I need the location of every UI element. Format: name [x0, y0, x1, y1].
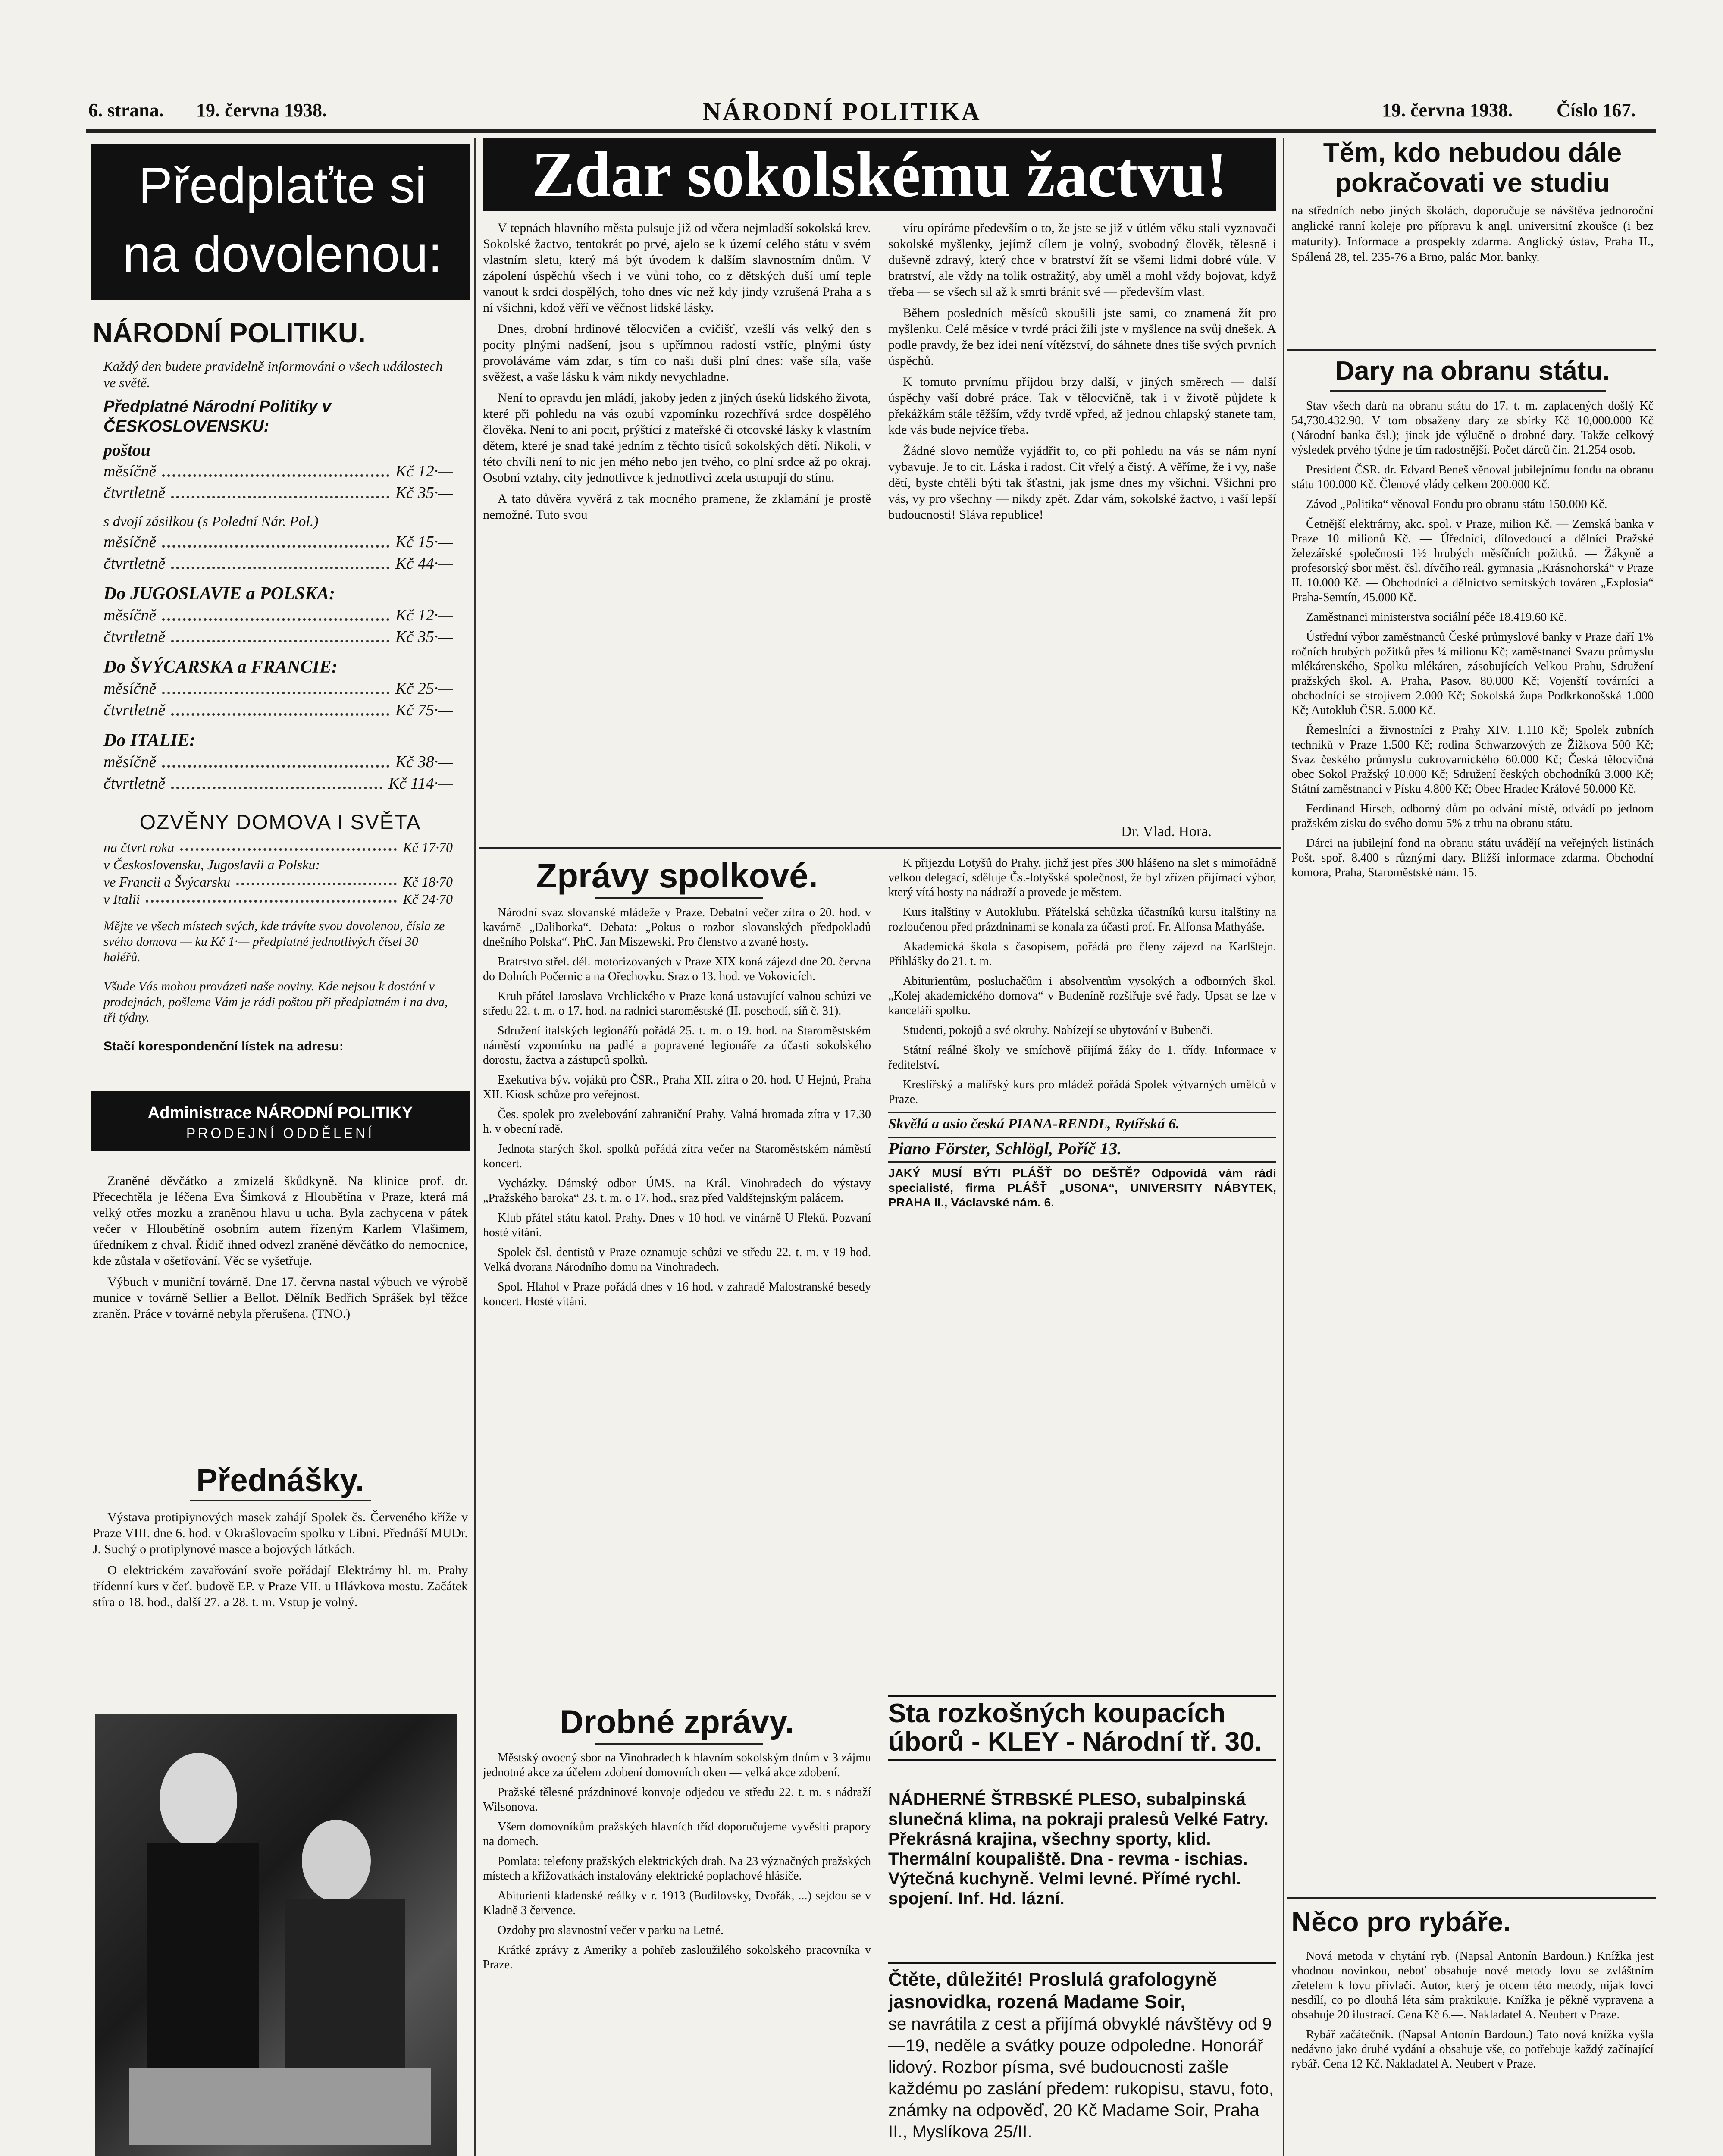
price-term: čtvrtletně: [103, 555, 166, 573]
news-item: Kreslířský a malířský kurs pro mládež pořádá Spolek výtvarných umělců v Praze.: [888, 1078, 1276, 1106]
news-item: Akademická škola s časopisem, pořádá pro členy zájezd na Karlštejn. Přihlášky do 21. t. m.: [888, 940, 1276, 968]
article-paragraph: Během posledních měsíců skoušili jste sami, co znamená žít pro myšlenku. Celé měsíce v tvrdé práci žili jste v myšlence na svůj dnešek. A podle pravdy, že bez idei není vítězství, do sáhnete dnes tiše svých prvních úspěchů.: [888, 306, 1276, 368]
title-underline: [595, 1743, 763, 1745]
price-row: [103, 890, 453, 908]
price-row: [103, 461, 453, 482]
price-row: [103, 626, 453, 648]
price-term: měsíčně: [103, 533, 157, 551]
news-item: President ČSR. dr. Edvard Beneš věnoval jubilejnímu fondu na obranu státu 100.000 Kč. Členové vlády celkem 200.000 Kč.: [1291, 463, 1654, 491]
price-row: [103, 531, 453, 553]
ozveny-title: OZVĚNY DOMOVA I SVĚTA: [139, 811, 421, 834]
subscription-note-1: Mějte ve všech místech svých, kde trávíte svou dovolenou, čísla ze svého domova — ku Kč 1·— předplatné jednotlivých čísel 30 haléřů.: [103, 919, 445, 964]
price-term: měsíčně: [103, 606, 157, 624]
subscription-price-head: Předplatné Národní Politiky v ČESKOSLOVENSKU:: [103, 398, 331, 436]
administration-title: Administrace NÁRODNÍ POLITIKY: [147, 1104, 413, 1122]
article-signature: Dr. Vlad. Hora.: [1121, 824, 1212, 840]
price-row: [103, 856, 453, 873]
news-item: Ozdoby pro slavnostní večer v parku na Letné.: [498, 1924, 724, 1937]
news-item: Nová metoda v chytání ryb. (Napsal Antonín Bardoun.) Knížka jest vhodnou novinkou, neboť obsahuje nové metody lovu se zvláštním zřetelem k lovu přívlačí. Autor, který je otcem této metody, nijak lovci nesdílí, co po dlouhá léta sám praktikuje. Knížka je pěkně vypravena a obsahuje 20 ilustrací. Cena Kč 6.—. Nakladatel A. Neubert v Praze.: [1291, 1949, 1654, 2021]
administration-subtitle: PRODEJNÍ ODDĚLENÍ: [186, 1125, 375, 1141]
news-item: Stav všech darů na obranu státu do 17. t. m. zaplacených došlý Kč 54,730.432.90. V tom obsaženy dary ze sbírky Kč 10,000.000 Kč (Národní banka čsl.); jinak jde výlučně o drobné dary. Takže celkový výsledek prvého týdne je tím radostnější. Počet dárců čin. 21.254 osob.: [1291, 399, 1654, 457]
news-item: O elektrickém zavařování svoře pořádají Elektrárny hl. m. Prahy třídenní kurs v čeť. budově EP. v Praze VII. u Hlávkova mostu. Začátek stíra o 18. hod., další 27. a 28. t. m. Vstup je volný.: [93, 1563, 468, 1609]
ozveny-prices: [103, 839, 453, 908]
news-item: Kurs italštiny v Autoklubu. Přátelská schůzka účastníků kursu italštiny na rozloučenou před prázdninami se konala za účasti prof. Fr. Alfonsa Mathyáše.: [888, 906, 1276, 934]
subscription-paper: NÁRODNÍ POLITIKU.: [93, 317, 366, 348]
ad-madame-body: se navrátila z cest a přijímá obvyklé návštěvy od 9—19, neděle a svátky pouze odpoledne. Honorář lidový. Rozbor písma, své budoucnosti zašle každému po zaslání předem: rukopisu, stavu, foto, známky na odpověď, 20 Kč Madame Soir, Praha II., Myslíkova 25/II.: [888, 2015, 1274, 2141]
news-item: Všem domovníkům pražských hlavních tříd doporučujeme vyvěsiti prapory na domech.: [483, 1820, 871, 1848]
price-term: v Italii: [103, 891, 140, 907]
news-item: Rybář začátečník. (Napsal Antonín Bardoun.) Tato nová knížka vyšla nedávno jako druhé vydání a obsahuje vše, co potřebuje každý začínající rybář. Cena 12 Kč. Nakladatel A. Neubert v Praze.: [1291, 2028, 1654, 2071]
price-value: Kč 15·—: [395, 533, 453, 551]
price-term: čtvrtletně: [103, 484, 166, 502]
tem-title: Těm, kdo nebudou dále pokračovati ve studiu: [1323, 138, 1622, 198]
subscription-title-1: Předplaťte si: [138, 157, 426, 214]
issue-number: Číslo 167.: [1557, 100, 1636, 121]
price-group: [103, 583, 453, 648]
news-item: Výbuch v muniční továrně. Dne 17. června nastal výbuch ve výrobě munice v továrně Sellier a Bellot. Dělník Bedřich Sprášek byl těžce zraněn. Práce v továrně nebyla přerušena. (TNO.): [93, 1275, 468, 1321]
header-date-right: 19. června 1938.: [1382, 100, 1513, 121]
main-headline: Zdar sokolskému žactvu!: [483, 138, 1276, 211]
news-item: Krátké zprávy z Ameriky a pohřeb zasloužilého sokolského pracovníka v Praze.: [483, 1943, 871, 1971]
news-item: Klub přátel státu katol. Prahy. Dnes v 10 hod. ve vinárně U Fleků. Pozvaní hosté vítáni.: [483, 1211, 871, 1239]
zpravy-col-2: [888, 856, 1276, 1684]
price-group: [103, 512, 453, 574]
price-value: Kč 17·70: [403, 840, 453, 855]
price-group-label: poštou: [103, 440, 150, 460]
price-value: Kč 114·—: [388, 774, 453, 793]
price-value: Kč 35·—: [395, 628, 453, 646]
news-item: K přijezdu Lotyšů do Prahy, jichž jest přes 300 hlášeno na slet s mimořádně velkou delegací, sděluje Čs.-lotyšská společnost, že byl zřízen přijímací výbor, který vítá hosty na nádraží a provede je městem.: [888, 856, 1276, 899]
article-paragraph: K tomuto prvnímu příjdou brzy další, v jiných směrech — další úspěchy vaší dobré práce. Tak v tělocvičně, tak i v životě půjdete k překážkám stále těžším, vždy tvrdě vpřed, až jednou chlapský stanete tam, kde vás bude nejvíce třeba.: [888, 375, 1276, 437]
price-value: Kč 12·—: [395, 606, 453, 624]
column-divider: [474, 138, 476, 2156]
news-item: Sdružení italských legionářů pořádá 25. t. m. o 19. hod. na Staroměstském náměstí vzpomínku na padlé a popravené legionáře za účasti sokolského dorostu, žactva a zástupců spolků.: [483, 1024, 871, 1067]
ad-tatry: NÁDHERNÉ ŠTRBSKÉ PLESO, subalpinská slunečná klima, na pokraji pralesů Velké Fatry. Překrásná krajina, všechny sporty, klid. Thermální koupaliště. Dna - revma - ischias. Výtečná kuchyně. Velmi levné. Přímé rychl. spojení. Inf. Hd. lázní.: [888, 1790, 1269, 1908]
price-row: [103, 699, 453, 721]
dary-title: Dary na obranu státu.: [1335, 356, 1610, 386]
price-value: Kč 44·—: [395, 555, 453, 573]
price-group-label: Do JUGOSLAVIE a POLSKA:: [103, 584, 335, 604]
ad-madame-title: Čtěte, důležité! Proslulá grafologyně jasnovidka, rozená Madame Soir,: [888, 1969, 1217, 2012]
news-item: na středních nebo jiných školách, doporučuje se návštěva jednoroční anglické ranní koleje pro přípravu k angl. universitní zkoušce (i bez maturity). Informace a prospekty zdarma. Anglický ústav, Praha II., Spálená 28, tel. 235-76 a Brno, palác Mor. banky.: [1291, 204, 1654, 264]
article-paragraph: Dnes, drobní hrdinové tělocvičen a cvičišť, vzešlí vás velký den s pocity plnými nadšení, jsou s upřímnou radostí vstříc, plnými ústy provoláváme vám zdar, s tím co naši duši plní dnes: vaše síla, vaše svěžest, a vaše lásku k vám nikdy nevychladne.: [483, 322, 871, 384]
price-group-label: s dvojí zásilkou (s Polední Nár. Pol.): [103, 514, 319, 530]
price-group-label: Do ŠVÝCARSKA a FRANCIE:: [103, 657, 338, 677]
news-item: Státní reálné školy ve smíchově přijímá žáky do 1. třídy. Informace v ředitelství.: [888, 1044, 1276, 1072]
news-item: Jednota starých škol. spolků pořádá zítra večer na Staroměstském náměstí koncert.: [483, 1142, 871, 1170]
zpravy-title: Zprávy spolkové.: [536, 856, 818, 895]
price-row: [103, 873, 453, 890]
news-item: Národní svaz slovanské mládeže v Praze. Debatní večer zítra o 20. hod. v kavárně „Daliborka“. Debata: „Pokus o rozbor slovanských předpokladů dnešního Polska“. PhC. Jan Miszewski. Pro členstvo a zvané hosty.: [483, 906, 871, 949]
news-item: Závod „Politika“ věnoval Fondu pro obranu státu 150.000 Kč.: [1306, 498, 1607, 511]
article-paragraph: A tato důvěra vyvěrá z tak mocného pramene, že zklamání je prostě nemožné. Tuto svou: [483, 492, 871, 522]
price-row: [103, 773, 453, 794]
price-row: [103, 553, 453, 574]
price-group: [103, 656, 453, 721]
news-item: Studenti, pokojů a své okruhy. Nabízejí se ubytování v Bubenči.: [903, 1024, 1213, 1037]
price-term: na čtvrt roku: [103, 840, 175, 855]
news-item: Čes. spolek pro zvelebování zahraniční Prahy. Valná hromada zítra v 17.30 h. v obecní radě.: [483, 1108, 871, 1136]
news-item: Ústřední výbor zaměstnanců České průmyslové banky v Praze daří 1% ročních hrubých požitků přes ¼ milionu Kč; zaměstnanci Svazu průmyslu mlékárenského, Spolku mlékáren, zásobujících Velkou Prahu, Sdružení pražských škol. A. Praha, Pasov. 80.000 Kč; Vojenští továrníci a obchodníci se strojivem 2.000 Kč; Sokolská župa Podkrkonošská 1.000 Kč; Autoklub ČSR. 5.000 Kč.: [1291, 630, 1654, 717]
price-value: Kč 25·—: [395, 680, 453, 698]
price-value: Kč 38·—: [395, 753, 453, 771]
prednasky-list: [93, 1509, 468, 1690]
news-item: Spolek čsl. dentistů v Praze oznamuje schůzi ve středu 22. t. m. v 19 hod. Velká dvorana Národního domu na Vinohradech.: [483, 1246, 871, 1274]
news-item: Řemeslníci a živnostníci z Prahy XIV. 1.110 Kč; Spolek zubních techniků v Praze 1.500 Kč; rodina Schwarzových ze Žižkova 500 Kč; Svaz českého průmyslu cukrovarnického 60.000 Kč; Česká tělocvičná obec Sokol Pražský 10.000 Kč; Sdružení českých obchodníků 3.000 Kč; Státní zaměstnanci v Písku 4.800 Kč; Obec Hradec Králové 50.000 Kč.: [1291, 724, 1654, 796]
news-item: Pomlata: telefony pražských elektrických drah. Na 23 význačných pražských místech a křižovatkách instalovány elektrické poplachové hlásiče.: [483, 1855, 871, 1883]
price-value: Kč 12·—: [395, 462, 453, 480]
news-item: Ferdinand Hirsch, odborný dům po odvání místě, odvádí po jednom pražském zisku do svého domu 5% z trhu na obranu státu.: [1291, 802, 1654, 830]
ad-kley: Sta rozkošných koupacích úborů - KLEY - Národní tř. 30.: [888, 1695, 1276, 1761]
left-news: [93, 1173, 468, 1449]
price-term: čtvrtletně: [103, 774, 166, 793]
price-group: [103, 730, 453, 794]
drobne-title: Drobné zprávy.: [560, 1704, 794, 1740]
main-article-col-1: [483, 220, 871, 841]
article-paragraph: V tepnách hlavního města pulsuje již od včera nejmladší sokolská krev. Sokolské žactvo, tentokrát po prvé, ajelo se k území celého státu v svém vlastním sletu, který má být úvodem k dalším slavnostním dnům. V zápolení úspěchů všech i ve vůni toho, co z dětských duší umí teple vanout k srdci dospělých, toho dnes víc než kdy jindy vzrušená Praha a s ní všichni, kdož věří ve věčnost lidské lásky.: [483, 221, 871, 315]
price-term: měsíčně: [103, 680, 157, 698]
news-item: Spol. Hlahol v Praze pořádá dnes v 16 hod. v zahradě Malostranské besedy koncert. Hosté vítáni.: [483, 1280, 871, 1308]
price-list: [103, 440, 453, 803]
news-item: Vycházky. Dámský odbor ÚMS. na Král. Vinohradech do výstavy „Pražského baroka“ 23. t. m. o 17. hod., sraz před Valdštejnským palácem.: [483, 1177, 871, 1205]
neco-title: Něco pro rybáře.: [1291, 1906, 1511, 1937]
price-value: Kč 18·70: [403, 874, 453, 890]
price-row: [103, 751, 453, 773]
price-value: Kč 75·—: [395, 701, 453, 719]
price-term: čtvrtletně: [103, 701, 166, 719]
price-row: [103, 678, 453, 699]
ad-piano-forster: Piano Förster, Schlögl, Poříč 13.: [888, 1137, 1276, 1156]
news-item: Abiturientům, posluchačům i absolventům vysokých a odborných škol. „Kolej akademického domova“ v Budeníně rozšiřuje své řady. Upsat se lze v kanceláři spolku.: [888, 975, 1276, 1017]
price-term: měsíčně: [103, 462, 157, 480]
main-article-col-2: [888, 220, 1276, 824]
article-paragraph: víru opíráme především o to, že jste se již v útlém věku stali vyznavači sokolské myšlenky, jejímž cílem je volný, svobodný člověk, tělesně i duševně zdravý, který chce v bratrství žít se všemi lidmi dobré vůle. V bratrství, ale vždy na tolik ostražitý, aby uměl a mohl vždy bojovat, když třeba — se všech sil až k smrti bránit své — především vlast.: [888, 221, 1276, 299]
column-divider: [1283, 138, 1284, 2156]
neco-body: [1291, 1949, 1654, 2156]
news-item: Bratrstvo střel. dél. motorizovaných v Praze XIX koná zájezd dne 20. června do Dolních Počernic a na Ořechovku. Sraz o 13. hod. ve Vokovicích.: [483, 955, 871, 983]
price-term: v Československu, Jugoslavii a Polsku:: [103, 857, 320, 872]
title-underline: [190, 1500, 371, 1501]
news-item: Pražské tělesné prázdninové konvoje odjedou ve středu 22. t. m. s nádraží Wilsonova.: [483, 1786, 871, 1814]
subscription-title-2: na dovolenou:: [122, 226, 442, 283]
article-paragraph: Není to opravdu jen mládí, jakoby jeden z jiných úseků lidského života, které při pohledu na vás ozubí vzpomínku rozechřívá srdce dospělého člověka. Není to ani pocit, prýštící z mateřské či otcovské lásky k vlastním dětem, které je snad také jedním z těchto tisíců sokolských dětí. Nikoli, v této chvíli není to nic jen mého nebo jen tvého, co plní srdce až po okraj. Osobní vztahy, city jednotlivce k jednotlivci zcela ustupují do stínu.: [483, 391, 871, 485]
news-item: Dárci na jubilejní fond na obranu státu uvádějí na veřejných listinách Pošt. spoř. 8.400 s různými dary. Bližší informace zdarma. Obchodní komora, Praha, Staroměstské nám. 15.: [1291, 837, 1654, 879]
price-row: [103, 482, 453, 504]
header-date-left: 19. června 1938.: [196, 100, 327, 121]
dary-body: [1291, 399, 1654, 1882]
news-item: Exekutiva býv. vojáků pro ČSR., Praha XII. zítra o 20. hod. U Hejnů, Praha XII. Kiosk schůze pro veřejnost.: [483, 1073, 871, 1101]
article-paragraph: Žádné slovo nemůže vyjádřit to, co při pohledu na vás se nám nyní vybavuje. Je to cit. Láska i radost. Cit vřelý a čistý. A věříme, že i vy, naše dětí, byste chtěli býti tak šťastni, jak jsme dnes my všichni. Všichni pro vás, vy pro všechny — nikdy zpět. Zdar vám, sokolské žactvo, i vaší lepší budoucnosti! Sláva republice!: [888, 444, 1276, 522]
news-item: Četnější elektrárny, akc. spol. v Praze, milion Kč. — Zemská banka v Praze 10 milionů Kč. — Úředníci, dílovedoucí a dělníci Pražské železářské společnosti 1½ hrubých měsíčních požitků. — Žákyně a profesorský sbor měst. čsl. dívčího reál. gymnasia „Krásnohorská“ v Praze II. 10.000 Kč. — Obchodníci a dělnictvo semitských továren „Explosia“ Praha-Semtín, 45.000 Kč.: [1291, 517, 1654, 604]
price-term: čtvrtletně: [103, 628, 166, 646]
drobne-list: [483, 1751, 871, 2156]
price-value: Kč 24·70: [403, 891, 453, 907]
news-item: Kruh přátel Jaroslava Vrchlického v Praze koná ustavující valnou schůzi ve středu 22. t. m. o 17. hod. na radnici staroměstské (II. poschodí, síň č. 31).: [483, 990, 871, 1018]
page-number: 6. strana.: [88, 100, 164, 121]
price-group-label: Do ITALIE:: [103, 730, 196, 750]
price-row: [103, 605, 453, 626]
news-item: Výstava protipiynových masek zahájí Spolek čs. Červeného kříže v Praze VIII. dne 6. hod. v Okrašlovacím spolku v Libni. Přednáší MUDr. J. Suchý o protiplynové masce a bojových látkách.: [93, 1510, 468, 1556]
price-value: Kč 35·—: [395, 484, 453, 502]
news-item: Městský ovocný sbor na Vinohradech k hlavním sokolským dnům v 3 zájmu jednotné akce za účelem zdobení domovních oken — velká akce zdobení.: [483, 1751, 871, 1779]
header-rule: [86, 129, 1656, 133]
tem-body: [1291, 203, 1654, 349]
subscription-note-3: Stačí korespondenční lístek na adresu:: [103, 1039, 344, 1053]
title-underline: [595, 897, 763, 899]
photo-figures: [95, 1714, 457, 2156]
zpravy-col-1: [483, 906, 871, 1695]
news-item: Zraněné děvčátko a zmizelá škůdkyně. Na klinice prof. dr. Přecechtěla je léčena Eva Šimková z Hloubětína v Praze, která má velký otřes mozku a zraněnou hlavu u ucha. Byla zachycena v pátek večer v Hloubětíně osobním autem řízeným Karlem Vlašimem, úředníkem z chval. Řidič ihned odvezl zraněné děvčátko do nemocnice, kde zůstala v ošetřování. Věc se vyšetřuje.: [93, 1174, 468, 1268]
price-group: [103, 440, 453, 504]
title-underline: [1330, 390, 1606, 392]
subscription-intro: Každý den budete pravidelně informováni o všech událostech ve světě.: [103, 358, 443, 390]
ad-usona: JAKÝ MUSÍ BÝTI PLÁŠŤ DO DEŠTĚ? Odpovídá vám rádi specialisté, firma PLÁŠŤ „USONA“, UNIVERSITY NÁBYTEK, PRAHA II., Václavské nám. 6.: [888, 1161, 1276, 1210]
masthead: NÁRODNÍ POLITIKA: [703, 97, 981, 125]
news-item: Zaměstnanci ministerstva sociální péče 18.419.60 Kč.: [1306, 611, 1567, 624]
prednasky-title: Přednášky.: [196, 1462, 364, 1498]
section-rule: [1287, 1897, 1656, 1899]
ad-madame-soir: [888, 1962, 1276, 2143]
section-rule: [479, 847, 1281, 849]
subscription-note-2: Všude Vás mohou provázeti naše noviny. Kde nejsou k dostání v prodejnách, pošleme Vám je rádi poštou při předplatném i na dva, tři týdny.: [103, 979, 448, 1025]
price-term: ve Francii a Švýcarsku: [103, 874, 231, 890]
section-rule: [1287, 349, 1656, 351]
news-item: Abiturienti kladenské reálky v r. 1913 (Budilovsky, Dvořák, ...) sejdou se v Kladně 3 července.: [483, 1889, 871, 1917]
wedding-photo: [95, 1714, 457, 2156]
price-row: [103, 839, 453, 856]
ad-piano-rendl: Skvělá a asio česká PIANA-RENDL, Rytířská 6.: [888, 1112, 1276, 1131]
price-term: měsíčně: [103, 753, 157, 771]
